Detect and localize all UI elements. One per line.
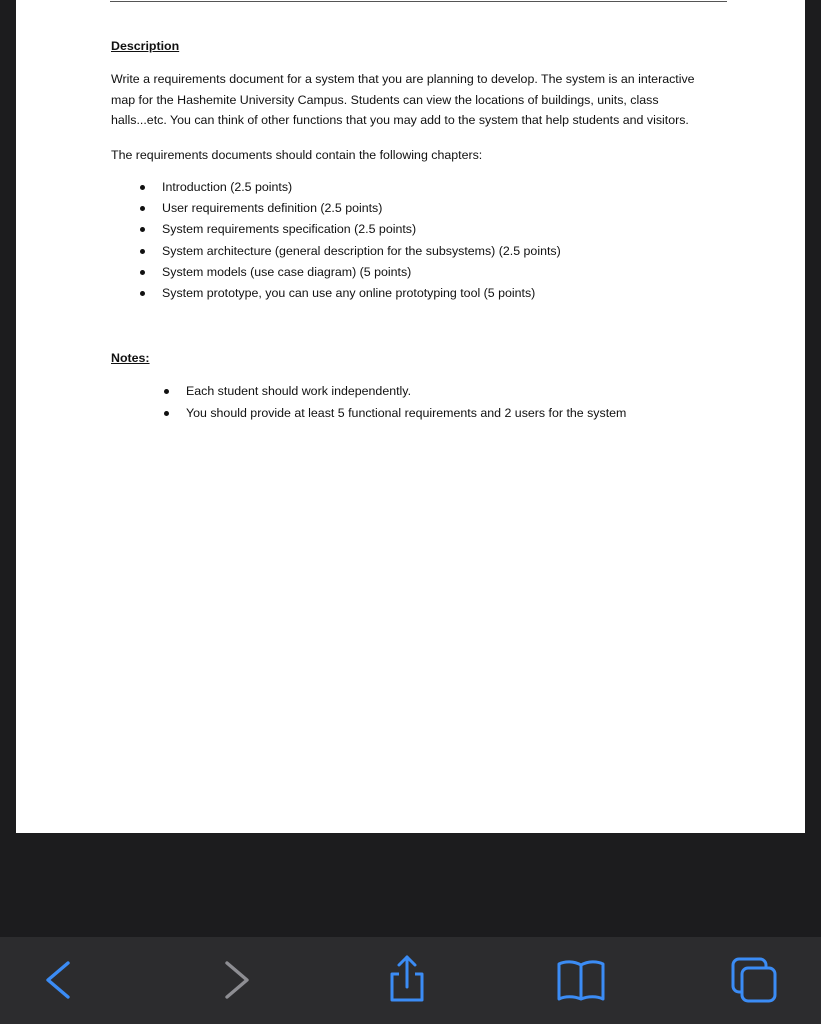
chapters-list	[111, 177, 711, 304]
tabs-button[interactable]	[729, 954, 781, 1006]
notes-list	[111, 380, 711, 424]
list-item: System architecture (general description for the subsystems) (2.5 points)	[111, 241, 711, 262]
back-button[interactable]	[33, 954, 85, 1006]
document-page	[16, 0, 805, 833]
share-button[interactable]	[381, 954, 433, 1006]
chapters-intro: The requirements documents should contain the following chapters:	[111, 147, 483, 162]
book-icon	[555, 954, 607, 1006]
description-heading: Description	[111, 39, 180, 53]
list-item: System requirements specification (2.5 points)	[111, 219, 711, 240]
share-icon	[381, 954, 433, 1006]
list-item: System prototype, you can use any online prototyping tool (5 points)	[111, 283, 711, 304]
description-paragraph: Write a requirements document for a system that you are planning to develop. The system is an interactive map for the Hashemite University Campus. Students can view the locations of buildings, units, class halls...etc. You can think of other functions that you may add to the system that help students and visitors.	[111, 72, 695, 127]
page-top-rule	[110, 1, 727, 2]
list-item: Each student should work independently.	[111, 380, 711, 402]
document-content	[111, 38, 711, 424]
forward-button[interactable]	[210, 954, 262, 1006]
list-item: System models (use case diagram) (5 points)	[111, 262, 711, 283]
list-item: Introduction (2.5 points)	[111, 177, 711, 198]
bookmarks-button[interactable]	[555, 954, 607, 1006]
list-item: User requirements definition (2.5 points)	[111, 198, 711, 219]
notes-heading: Notes:	[111, 351, 150, 366]
chevron-left-icon	[33, 954, 85, 1006]
list-item: You should provide at least 5 functional requirements and 2 users for the system	[111, 402, 711, 424]
tabs-icon	[729, 954, 781, 1006]
chevron-right-icon	[210, 954, 262, 1006]
